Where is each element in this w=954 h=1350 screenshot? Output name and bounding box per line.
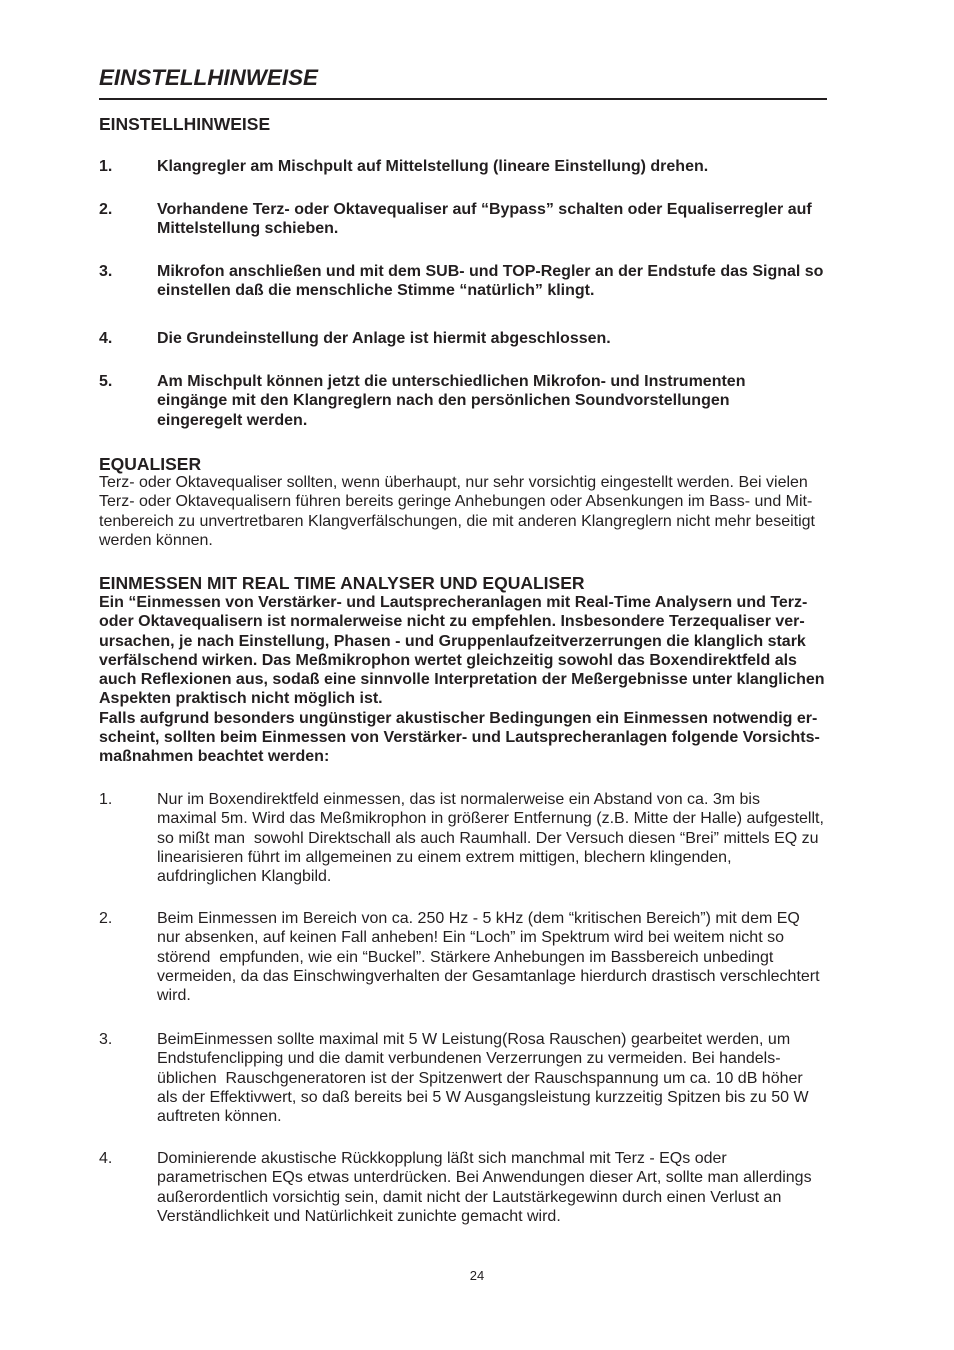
title-divider bbox=[99, 98, 827, 100]
page-title: EINSTELLHINWEISE bbox=[99, 65, 318, 90]
setup-step bbox=[99, 200, 839, 239]
page-number: 24 bbox=[469, 1268, 485, 1283]
measurement-heading: EINMESSEN MIT REAL TIME ANALYSER UND EQUALISER bbox=[99, 573, 585, 593]
text-line: Mikrofon anschließen und mit dem SUB- und TOP-Regler an der Endstufe das Signal so bbox=[157, 263, 824, 280]
step-number: 1. bbox=[99, 791, 113, 808]
step-text bbox=[157, 329, 839, 348]
text-line: als der Effektivwert, so daß bereits bei 5 W Ausgangsleistung kurzzeitig Spitzen bis zu 50 W bbox=[157, 1088, 809, 1106]
text-line: Am Mischpult können jetzt die unterschiedlichen Mikrofon- und Instrumenten bbox=[157, 373, 746, 390]
step-number: 3. bbox=[99, 263, 113, 280]
text-line: Terz- oder Oktavequalisern führen bereits geringe Anhebungen oder Absenkungen im Bass- und Mit- bbox=[99, 493, 813, 511]
text-line: eingänge mit den Klangreglern nach den persönlichen Soundvorstellungen bbox=[157, 392, 730, 410]
step-text bbox=[157, 262, 839, 301]
text-line: ursachen, je nach Einstellung, Phasen - und Gruppenlaufzeitverzerrungen die klanglich stark bbox=[99, 632, 806, 650]
equaliser-paragraph bbox=[99, 473, 839, 550]
text-line: wird. bbox=[157, 987, 191, 1005]
step-number: 3. bbox=[99, 1031, 113, 1048]
step-text bbox=[157, 909, 839, 1005]
measurement-step bbox=[99, 790, 839, 886]
text-line: nur absenken, auf keinen Fall anheben! Ein “Loch” im Spektrum wird bei weitem nicht so bbox=[157, 929, 784, 947]
text-line: Beim Einmessen im Bereich von ca. 250 Hz - 5 kHz (dem “kritischen Bereich”) mit dem EQ bbox=[157, 910, 800, 927]
setup-heading: EINSTELLHINWEISE bbox=[99, 114, 271, 134]
text-line: so mißt man sowohl Direktschall als auch Raumhall. Der Versuch diesen “Brei” mittels EQ zu bbox=[157, 829, 819, 847]
text-line: Mittelstellung schieben. bbox=[157, 220, 339, 238]
text-line: Terz- oder Oktavequaliser sollten, wenn überhaupt, nur sehr vorsichtig eingestellt werden. Bei vielen bbox=[99, 474, 808, 491]
measurement-step bbox=[99, 1149, 839, 1226]
text-line: Falls aufgrund besonders ungünstiger akustischer Bedingungen ein Einmessen notwendig er- bbox=[99, 709, 818, 727]
step-text bbox=[157, 372, 839, 430]
step-text bbox=[157, 1149, 839, 1226]
text-line: vermeiden, da das Einschwingverhalten der Gesamtanlage hierdurch drastisch verschlechtert bbox=[157, 967, 820, 985]
text-line: Endstufenclipping und die damit verbundenen Verzerrungen zu vermeiden. Bei handels- bbox=[157, 1050, 781, 1068]
text-line: maßnahmen beachtet werden: bbox=[99, 748, 330, 766]
text-line: Dominierende akustische Rückkopplung läßt sich manchmal mit Terz - EQs oder bbox=[157, 1150, 727, 1167]
step-text bbox=[157, 200, 839, 239]
text-line: BeimEinmessen sollte maximal mit 5 W Leistung(Rosa Rauschen) gearbeitet werden, um bbox=[157, 1031, 791, 1048]
text-line: parametrischen EQs etwas unterdrücken. Bei Anwendungen dieser Art, sollte man allerdings bbox=[157, 1169, 812, 1187]
text-line: linearisieren führt im allgemeinen zu einem extrem mittigen, blechern klingenden, bbox=[157, 848, 732, 866]
setup-step bbox=[99, 372, 839, 430]
step-number: 4. bbox=[99, 330, 113, 347]
text-line: Vorhandene Terz- oder Oktavequaliser auf “Bypass” schalten oder Equaliserregler auf bbox=[157, 201, 812, 218]
step-number: 2. bbox=[99, 201, 113, 218]
text-line: oder Oktavequalisern ist normalerweise nicht zu empfehlen. Insbesondere Terzequaliser ver- bbox=[99, 613, 805, 631]
text-line: verfälschend wirken. Das Meßmikrophon wertet gleichzeitig sowohl das Boxendirektfeld als bbox=[99, 651, 797, 669]
text-line: tenbereich zu unvertretbaren Klangverfälschungen, die mit anderen Klangreglern nicht mehr beseitigt bbox=[99, 512, 815, 530]
step-text bbox=[157, 1030, 839, 1126]
step-number: 2. bbox=[99, 910, 113, 927]
text-line: aufdringlichen Klangbild. bbox=[157, 868, 332, 886]
text-line: maximal 5m. Wird das Meßmikrophon in größerer Entfernung (z.B. Mitte der Halle) aufgestellt, bbox=[157, 810, 824, 828]
text-line: einstellen daß die menschliche Stimme “natürlich” klingt. bbox=[157, 282, 595, 300]
text-line: Aspekten praktisch nicht möglich ist. bbox=[99, 690, 383, 708]
text-line: Nur im Boxendirektfeld einmessen, das ist normalerweise ein Abstand von ca. 3m bis bbox=[157, 791, 760, 808]
step-text bbox=[157, 790, 839, 886]
step-number: 4. bbox=[99, 1150, 113, 1167]
setup-step bbox=[99, 262, 839, 301]
text-line: Ein “Einmessen von Verstärker- und Lautsprecheranlagen mit Real-Time Analysern und Terz- bbox=[99, 594, 808, 611]
step-number: 1. bbox=[99, 158, 113, 175]
text-line: üblichen Rauschgeneratoren ist der Spitzenwert der Rauschspannung um ca. 10 dB höher bbox=[157, 1069, 803, 1087]
text-line: auftreten können. bbox=[157, 1108, 282, 1126]
step-text bbox=[157, 157, 839, 176]
setup-step bbox=[99, 157, 839, 176]
text-line: werden können. bbox=[99, 531, 213, 549]
text-line: Klangregler am Mischpult auf Mittelstellung (lineare Einstellung) drehen. bbox=[157, 158, 709, 175]
text-line: scheint, sollten beim Einmessen von Verstärker- und Lautsprecheranlagen folgende Vorsichts- bbox=[99, 729, 820, 747]
measurement-step bbox=[99, 1030, 839, 1126]
text-line: Verständlichkeit und Natürlichkeit zunichte gemacht wird. bbox=[157, 1207, 561, 1225]
text-line: eingeregelt werden. bbox=[157, 411, 308, 429]
text-line: auch Reflexionen aus, sodaß eine sinnvolle Interpretation der Meßergebnisse unter klanglichen bbox=[99, 671, 825, 689]
text-line: außerordentlich vorsichtig sein, damit nicht der Lautstärkegewinn durch einen Verlust an bbox=[157, 1188, 782, 1206]
text-line: störend empfunden, wie ein “Buckel”. Stärkere Anhebungen im Bassbereich unbedingt bbox=[157, 948, 774, 966]
equaliser-heading: EQUALISER bbox=[99, 454, 202, 474]
measurement-intro bbox=[99, 593, 839, 767]
step-number: 5. bbox=[99, 373, 113, 390]
measurement-step bbox=[99, 909, 839, 1005]
text-line: Die Grundeinstellung der Anlage ist hiermit abgeschlossen. bbox=[157, 330, 611, 347]
setup-step bbox=[99, 329, 839, 348]
